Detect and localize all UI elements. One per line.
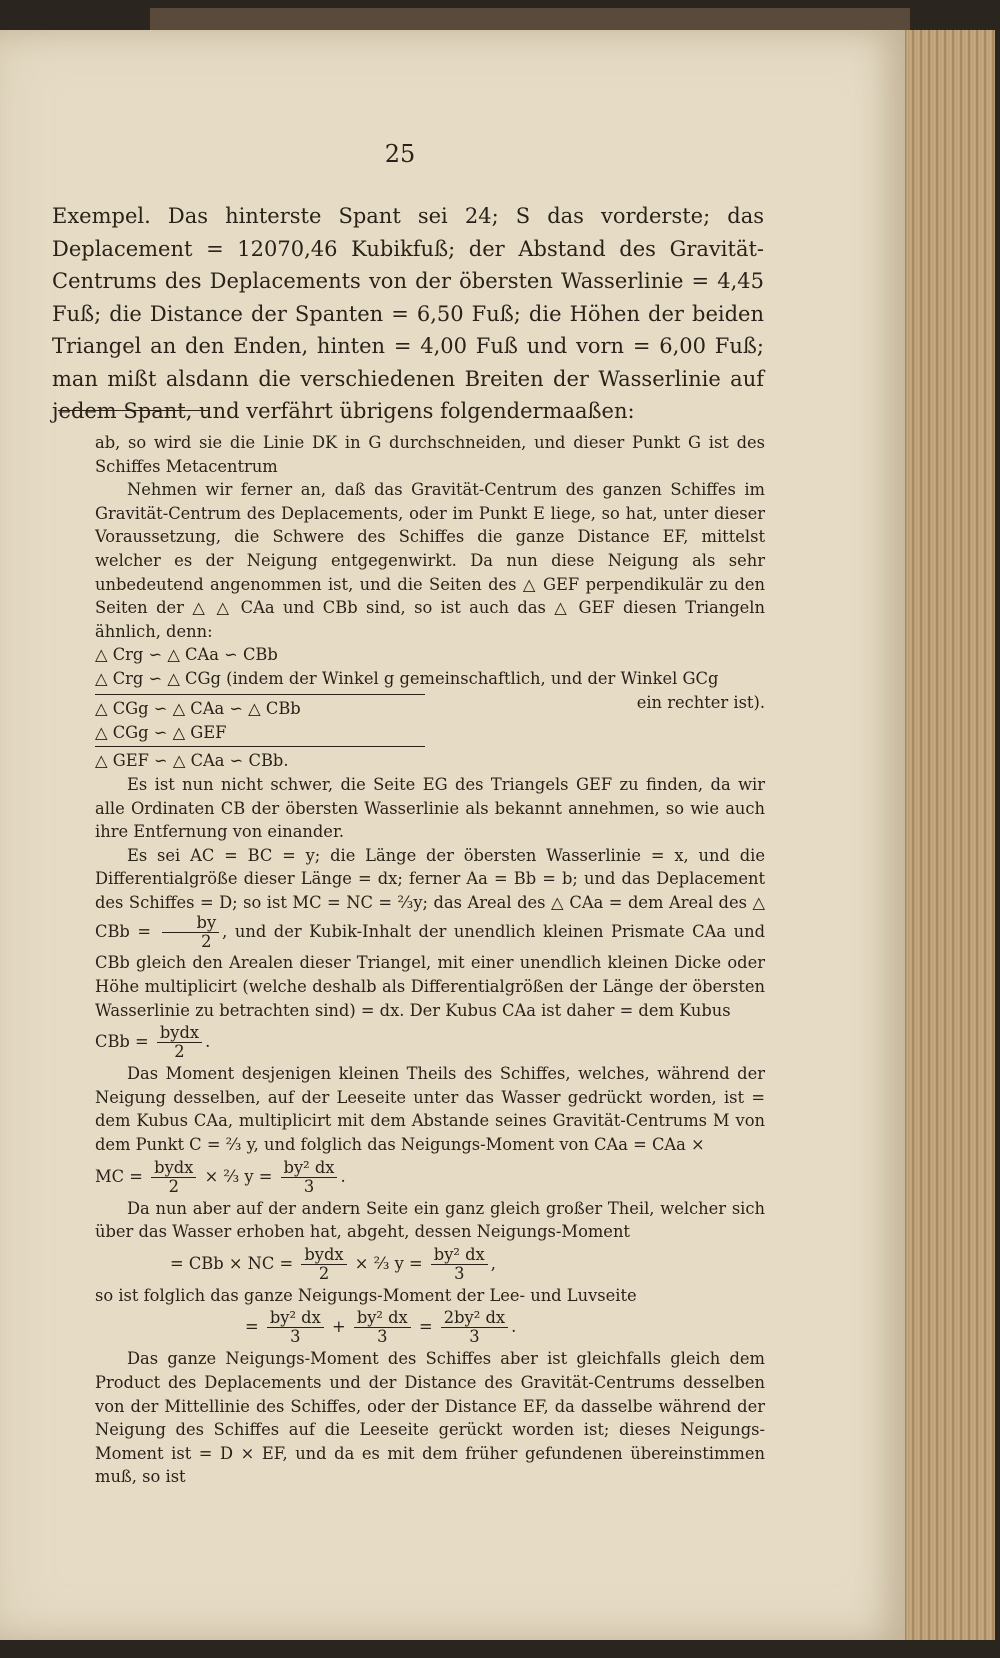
fraction-denominator: 3 [377,1327,388,1347]
fraction-numerator: by² dx [281,1159,338,1178]
footnote-p2: Nehmen wir ferner an, daß das Gravität-Centrum des ganzen Schiffes im Gravität-Centrum des Deplacements, oder im Punkt E liege, so hat, unter dieser Voraussetzung, die Schwere des Schiffes die ganze Distance EF, mittelst welcher es der Neigung entgegenwirkt. Da nun diese Neigung als sehr unbedeutend angenommen ist, und die Seiten des △ GEF perpendikulär zu den Seiten der △ △ CAa und CBb sind, so ist auch das △ GEF diesen Triangeln ähnlich, denn: [95,480,765,641]
footnote-p7: so ist folglich das ganze Neigungs-Moment der Lee- und Luvseite [95,1285,637,1305]
kubus-equation: CBb = $\frac{\text{bydx}}{2}$ . [95,1023,211,1062]
moment-mid: × ⅔ y = [204,1166,273,1186]
moment-equation-1: MC = $\frac{\text{bydx}}{2}$ × ⅔ y = $\frac{\text{by² dx}}{3}$ . [95,1157,346,1196]
book-top-edge [150,8,910,32]
footnote-p1: ab, so wird sie die Linie DK in G durchschneiden, und dieser Punkt G ist des Schiffes Metacentrum [95,433,765,476]
fraction-numerator: by [162,914,220,933]
fraction-by2dx-3 [431,1246,488,1283]
fraction-by2dx-3 [354,1309,411,1346]
equation-3: △ CGg ∽ △ CAa ∽ △ CBb [95,699,301,719]
fraction-denominator: 3 [469,1327,480,1347]
fraction-denominator: 2 [318,1263,330,1283]
equation-2: △ Crg ∽ △ CGg (indem der Winkel g gemeinschaftlich, und der Winkel GCg [95,668,719,688]
fraction-by2dx-3 [267,1309,324,1346]
fraction-denominator: 3 [454,1263,465,1283]
fraction-bydx-2 [157,1024,202,1061]
fraction-numerator: bydx [151,1159,196,1178]
fraction-numerator: by² dx [354,1309,411,1328]
fraction-numerator: 2by² dx [441,1309,508,1328]
equation-2-note: ein rechter ist). [636,692,765,712]
total-eq-sign-2: = [418,1317,433,1337]
fraction-numerator: by² dx [267,1309,324,1328]
equation-divider-1 [95,694,425,695]
footnote-rule [58,410,208,411]
footnote-p4 [95,844,765,1023]
fraction-denominator: 2 [174,1042,185,1062]
page-edges [900,30,995,1640]
moment2-lhs: = CBb × NC = [170,1253,294,1273]
equation-divider-2 [95,746,425,747]
similarity-equations [95,643,765,773]
footnote-block [95,431,765,1489]
moment-lhs: MC = [95,1166,143,1186]
footnote-p8: Das ganze Neigungs-Moment des Schiffes aber ist gleichfalls gleich dem Product des Deplacements und der Distance des Gravität-Centrums desselben von der Mittellinie des Schiffes, oder der Distance EF, da dasselbe während der Neigung des Schiffes auf die Leeseite gerückt worden ist; dieses Neigungs-Moment ist = D × EF, und da es mit dem früher gefundenen übereinstimmen muß, so ist [95,1349,765,1487]
fraction-denominator: 3 [290,1327,301,1347]
kubus-lhs: CBb = [95,1032,149,1052]
footnote-p6: Da nun aber auf der andern Seite ein ganz gleich großer Theil, welcher sich über das Wasser erhoben hat, abgeht, dessen Neigungs-Moment [95,1198,765,1242]
total-moment-equation: = $\frac{\text{by² dx}}{3}$ + $\frac{\text{by² dx}}{3}$ = $\frac{\text{2by² dx}}{3}$ . [245,1308,517,1347]
page-number: 25 [384,140,416,168]
fraction-bydx-2 [151,1159,196,1196]
equation-1: △ Crg ∽ △ CAa ∽ CBb [95,645,278,665]
main-text-block [52,200,764,428]
fraction-by2dx-3 [281,1159,338,1196]
footnote-p3: Es ist nun nicht schwer, die Seite EG des Triangels GEF zu finden, da wir alle Ordinaten CB der öbersten Wasserlinie als bekannt annehmen, so wie auch ihre Entfernung von einander. [95,774,765,842]
moment2-mid: × ⅔ y = [354,1253,423,1273]
equation-2-row [95,667,765,691]
fraction-by-2 [162,914,220,951]
fraction-denominator: 3 [303,1176,315,1196]
fraction-denominator: 2 [168,1176,179,1196]
total-plus-sign: + [331,1317,346,1337]
fraction-2by2dx-3 [441,1309,508,1346]
fraction-bydx-2 [301,1246,346,1283]
equation-5: △ GEF ∽ △ CAa ∽ CBb. [95,751,289,771]
total-eq-sign: = [245,1317,259,1337]
footnote-p5: Das Moment desjenigen kleinen Theils des Schiffes, welches, während der Neigung desselben, auf der Leeseite unter das Wasser gedrückt worden, ist = dem Kubus CAa, multiplicirt mit dem Abstande seines Gravität-Centrums M von dem Punkt C = ⅔ y, und folglich das Neigungs-Moment von CAa = CAa × [95,1064,765,1155]
main-paragraph: Exempel. Das hinterste Spant sei 24; S das vorderste; das Deplacement = 12070,46 Kubikfuß; der Abstand des Gravität-Centrums des Deplacements von der öbersten Wasserlinie = 4,45 Fuß; die Distance der Spanten = 6,50 Fuß; die Höhen der beiden Triangel an den Enden, hinten = 4,00 Fuß und vorn = 6,00 Fuß; man mißt alsdann die verschiedenen Breiten der Wasserlinie auf jedem Spant, und verfährt übrigens folgendermaaßen: [52,204,764,423]
footnote-p4-text-a: Es sei AC = BC = y; die Länge der öbersten Wasserlinie = x, und die Differentialgröße dieser Länge = dx; ferner Aa = Bb = b; und das Deplacement des Schiffes = D; so ist MC = NC = ⅔y; das Areal des △ CAa = dem Areal des △ CBb = [95,845,765,942]
fraction-numerator: bydx [301,1246,346,1265]
fraction-numerator: by² dx [431,1246,488,1265]
moment-equation-2: = CBb × NC = $\frac{\text{bydx}}{2}$ × ⅔ y = $\frac{\text{by² dx}}{3}$ , [170,1244,496,1283]
footnote-p4-text-b: , und der Kubik-Inhalt der unendlich kleinen Prismate CAa und CBb gleich den Arealen dieser Triangel, mit einer unendlich kleinen Dicke oder Höhe multiplicirt (welche deshalb als Differentialgrößen der Länge der öbersten Wasserlinie zu betrachten sind) = dx. Der Kubus CAa ist daher = dem Kubus [95,922,765,1020]
fraction-denominator: 2 [201,932,212,952]
fraction-numerator: bydx [157,1024,202,1043]
equation-4: △ CGg ∽ △ GEF [95,722,227,742]
